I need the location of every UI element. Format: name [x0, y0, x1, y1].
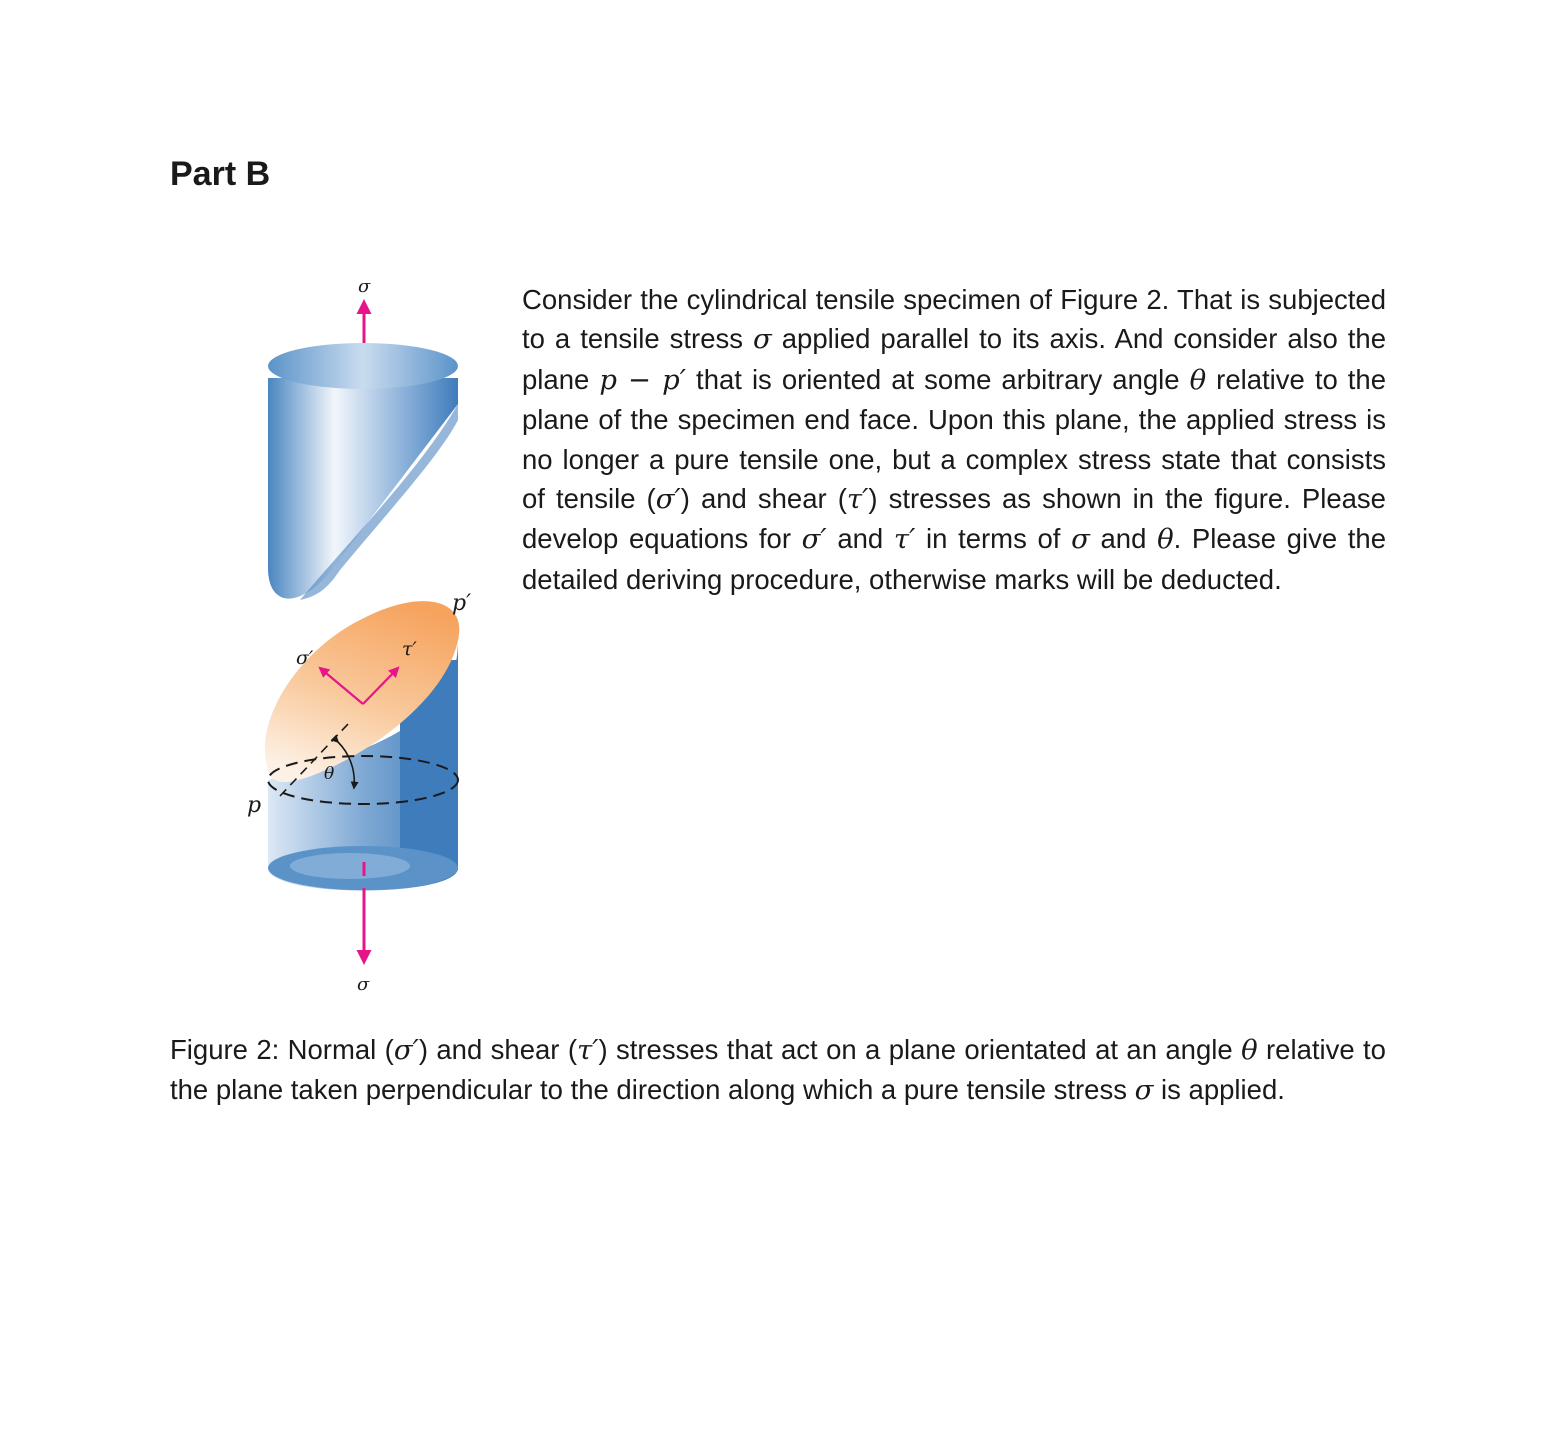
sigma-top-label: σ [358, 276, 371, 297]
specimen-diagram [236, 266, 498, 998]
question-text-part: relative to the plane of the specimen end face. Upon this plane, the applied stress is no longer a pure tensile one, but a complex stress state that consists of tensile ( [522, 363, 1387, 515]
sigma-prime-symbol: σ′ [801, 523, 827, 556]
specimen-figure [236, 266, 498, 998]
theta-symbol: θ [1157, 523, 1174, 556]
p-label: p [247, 793, 262, 818]
sigma-symbol: σ [1134, 1074, 1154, 1107]
sigma-prime-symbol: σ′ [393, 1034, 419, 1066]
upper-top-face [268, 343, 458, 389]
sigma-symbol: σ [1071, 523, 1090, 556]
tau-prime-label: τ′ [402, 638, 417, 660]
tau-prime-symbol: τ′ [576, 1034, 599, 1066]
question-text-part: applied parallel to its axis. And consider also the plane [522, 323, 1386, 395]
question-text-part: ) and shear ( [680, 483, 847, 515]
lower-bottom-highlight [290, 853, 410, 879]
tau-prime-symbol: τ′ [893, 523, 916, 556]
sigma-prime-label: σ′ [296, 647, 314, 669]
question-text-part: and [1089, 523, 1158, 555]
caption-text-part: Figure 2: Normal ( [170, 1034, 394, 1065]
caption-text-part: relative to the plane taken perpendicular to the direction along which a pure tensile stress [170, 1034, 1386, 1106]
sigma-bottom-label: σ [357, 974, 370, 995]
theta-symbol: θ [1241, 1034, 1258, 1066]
upper-cylinder-body [268, 378, 458, 599]
question-text [522, 280, 1386, 599]
question-text-part: ) stresses as shown in the figure. Please develop equations for [522, 483, 1386, 555]
question-text-part: and [826, 523, 894, 555]
sigma-symbol: σ [753, 323, 772, 356]
caption-text-part: ) and shear ( [418, 1034, 577, 1065]
theta-label: θ [324, 764, 335, 784]
question-text-part: Consider the cylindrical tensile specimen of Figure 2. That is subjected to a tensile stress [522, 284, 1386, 355]
theta-symbol: θ [1189, 363, 1207, 396]
question-text-part: in terms of [915, 523, 1072, 555]
question-text-part: . Please give the detailed deriving procedure, otherwise marks will be deducted. [522, 523, 1386, 595]
caption-text-part: ) stresses that act on a plane orientated at an angle [598, 1034, 1242, 1065]
plane-symbol: p − p′ [599, 363, 687, 396]
part-heading: Part B [170, 155, 271, 193]
p-prime-label: p′ [452, 591, 472, 616]
question-text-part: that is oriented at some arbitrary angle [686, 363, 1190, 395]
tau-prime-symbol: τ′ [846, 483, 869, 516]
caption-text-part: is applied. [1153, 1074, 1285, 1106]
sigma-prime-symbol: σ′ [655, 483, 681, 516]
figure-caption [170, 1030, 1386, 1111]
